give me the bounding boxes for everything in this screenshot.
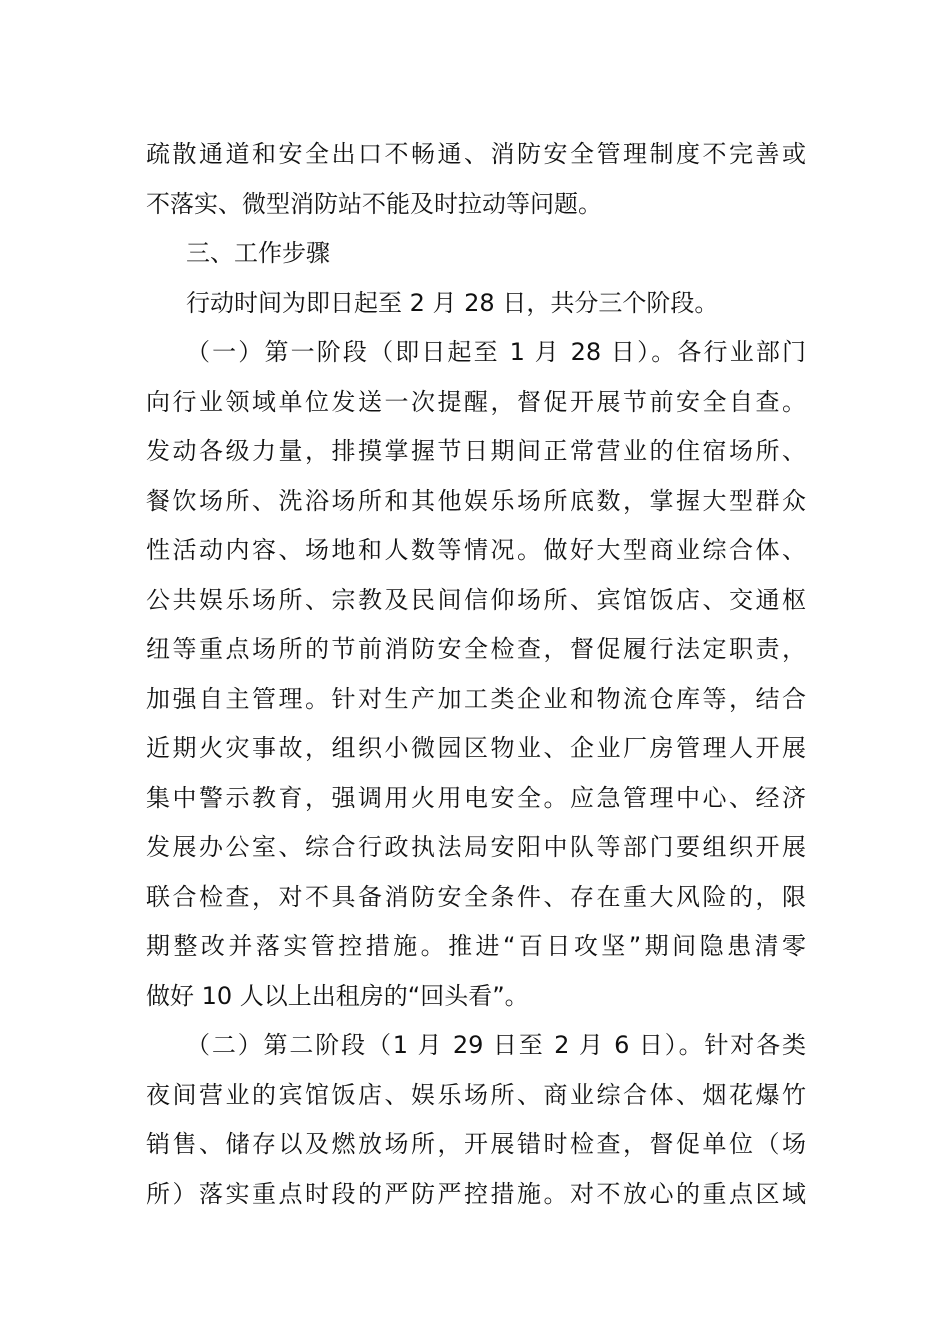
section-heading: 三、工作步骤: [186, 239, 330, 267]
document-body: [146, 130, 806, 1219]
text-line: 加强自主管理。针对生产加工类企业和物流仓库等，结合: [146, 684, 806, 713]
text-line: 联合检查，对不具备消防安全条件、存在重大风险的，限: [146, 882, 806, 911]
text-line: 发展办公室、综合行政执法局安阳中队等部门要组织开展: [146, 833, 806, 861]
text-line: 夜间营业的宾馆饭店、娱乐场所、商业综合体、烟花爆竹: [146, 1080, 806, 1109]
text-line: 做好 10 人以上出租房的“回头看”。: [146, 981, 529, 1010]
text-line: 纽等重点场所的节前消防安全检查，督促履行法定职责，: [146, 635, 806, 663]
text-line: 发动各级力量，排摸掌握节日期间正常营业的住宿场所、: [146, 437, 806, 465]
text-line: 向行业领域单位发送一次提醒，督促开展节前安全自查。: [146, 387, 806, 416]
text-line: 疏散通道和安全出口不畅通、消防安全管理制度不完善或: [146, 140, 806, 168]
stage-two-heading: （二）第二阶段（1 月 29 日至 2 月 6 日）。针对各类: [186, 1031, 806, 1059]
text-line: 餐饮场所、洗浴场所和其他娱乐场所底数，掌握大型群众: [146, 486, 806, 515]
text-line: 近期火灾事故，组织小微园区物业、企业厂房管理人开展: [146, 734, 806, 762]
text-line: 集中警示教育，强调用火用电安全。应急管理中心、经济: [146, 783, 806, 812]
text-line: 所）落实重点时段的严防严控措施。对不放心的重点区域: [146, 1179, 806, 1208]
text-line: 性活动内容、场地和人数等情况。做好大型商业综合体、: [146, 536, 806, 564]
text-line: 公共娱乐场所、宗教及民间信仰场所、宾馆饭店、交通枢: [146, 585, 806, 614]
text-line: 行动时间为即日起至 2 月 28 日，共分三个阶段。: [186, 288, 719, 317]
stage-one-heading: （一）第一阶段（即日起至 1 月 28 日）。各行业部门: [186, 338, 806, 366]
text-line: 不落实、微型消防站不能及时拉动等问题。: [146, 189, 602, 218]
text-line: 销售、储存以及燃放场所，开展错时检查，督促单位（场: [146, 1130, 806, 1158]
text-line: 期整改并落实管控措施。推进“百日攻坚”期间隐患清零: [146, 932, 806, 960]
